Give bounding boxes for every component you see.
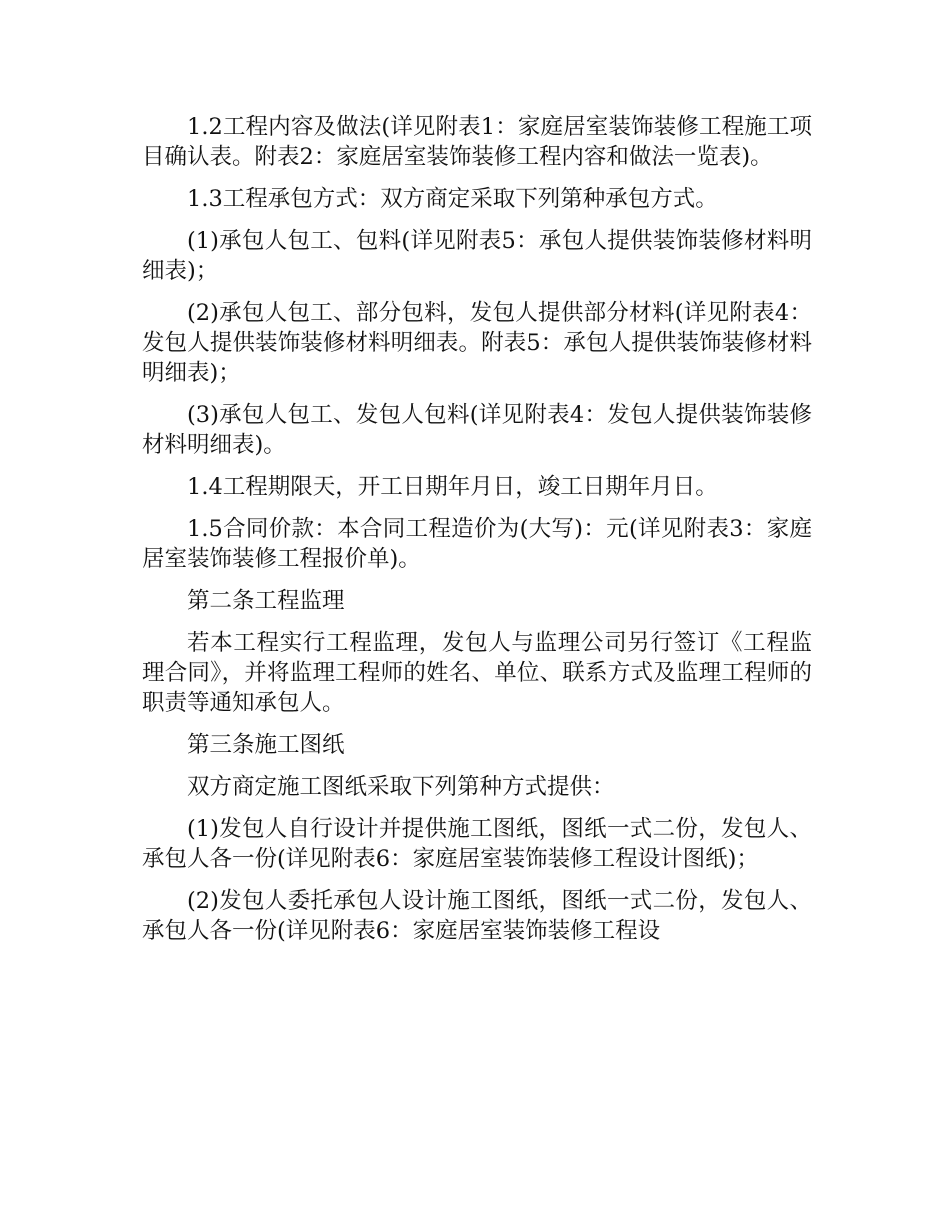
paragraph-1-2-content: 1.2工程内容及做法(详见附表1：家庭居室装饰装修工程施工项目确认表。附表2：家庭居室装饰装修工程内容和做法一览表)。 — [142, 114, 812, 170]
paragraph-drawings-option-1: (1)发包人自行设计并提供施工图纸，图纸一式二份，发包人、承包人各一份(详见附表6：家庭居室装饰装修工程设计图纸)； — [142, 816, 812, 872]
paragraph-option-2: (2)承包人包工、部分包料，发包人提供部分材料(详见附表4：发包人提供装饰装修材料明细表。附表5：承包人提供装饰装修材料明细表)； — [142, 300, 812, 386]
paragraph-1-4-period: 1.4工程期限天，开工日期年月日，竣工日期年月日。 — [187, 474, 718, 500]
paragraph-drawings-intro: 双方商定施工图纸采取下列第种方式提供： — [187, 774, 615, 800]
paragraph-option-3: (3)承包人包工、发包人包料(详见附表4：发包人提供装饰装修材料明细表)。 — [142, 402, 812, 458]
paragraph-drawings-option-2: (2)发包人委托承包人设计施工图纸，图纸一式二份，发包人、承包人各一份(详见附表6：家庭居室装饰装修工程设 — [142, 888, 812, 944]
document-page — [142, 112, 812, 958]
paragraph-1-3-contract-mode: 1.3工程承包方式：双方商定采取下列第种承包方式。 — [187, 186, 718, 212]
paragraph-1-5-price: 1.5合同价款：本合同工程造价为(大写)：元(详见附表3：家庭居室装饰装修工程报价单)。 — [142, 516, 812, 572]
paragraph-supervision: 若本工程实行工程监理，发包人与监理公司另行签订《工程监理合同》，并将监理工程师的姓名、单位、联系方式及监理工程师的职责等通知承包人。 — [142, 630, 812, 716]
section-heading-article-3: 第三条施工图纸 — [187, 732, 345, 758]
section-heading-article-2: 第二条工程监理 — [187, 588, 345, 614]
paragraph-option-1: (1)承包人包工、包料(详见附表5：承包人提供装饰装修材料明细表)； — [142, 228, 812, 284]
